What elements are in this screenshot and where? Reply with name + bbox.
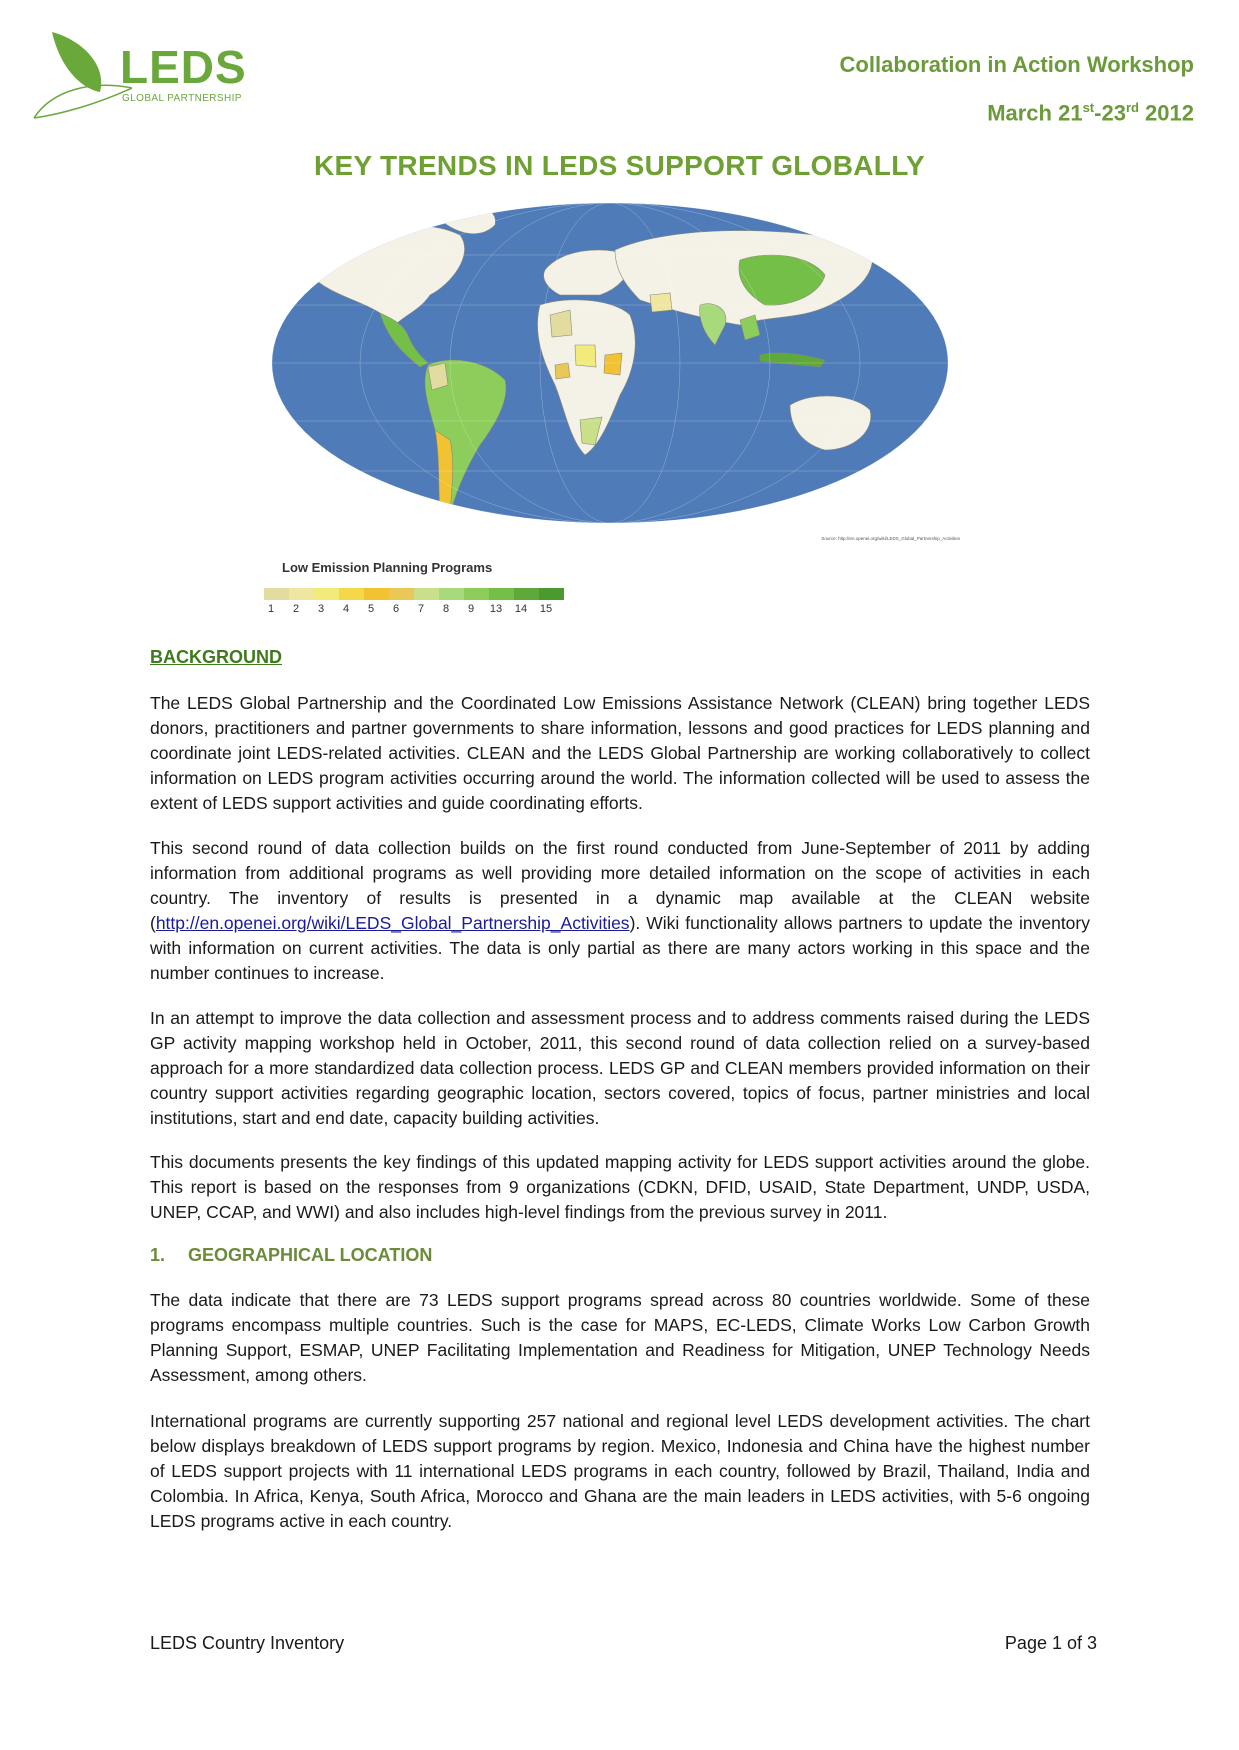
dates-sup-2: rd [1125,100,1139,115]
background-paragraph-4: This documents presents the key findings of this updated mapping activity for LEDS support activities around the globe. This report is based on the responses from 9 organizations (CDKN, DFID, USAID, State Department, UNDP, USDA, UNEP, CCAP, and WWI) and also includes high-level findings from the previous survey in 2011. [150,1152,1090,1222]
middle-east [650,293,672,312]
p2-text-before: This second round of data collection builds on the first round conducted from June-September of 2011 by adding information from additional programs as well providing more detailed information on the scope of activities in each country. The inventory of results is presented in a dynamic map available at the CLEAN website ( [150,838,1090,933]
world-map [270,195,970,550]
p2-text-after: ). Wiki functionality allows partners to update the inventory with information on current activities. The data is only partial as there are many actors working in this space and the number continues to increase. [150,913,1090,983]
section-number: 1. [150,1245,166,1265]
north-africa-1 [550,310,572,337]
footer-page-number: Page 1 of 3 [1004,1633,1097,1653]
legend-tick-label: 4 [342,603,350,615]
legend-swatch [464,588,489,600]
legend-tick-label: 14 [514,603,528,615]
geo-paragraph-1: The data indicate that there are 73 LEDS support programs spread across 80 countries worldwide. Some of these programs encompass multiple countries. Such is the case for MAPS, EC-LEDS, Climate Works Low Carbon Growth Planning Support, ESMAP, UNEP Facilitating Implementation and Readiness for Mitigation, UNEP Technology Needs Assessment, among others. [150,1290,1090,1385]
legend-tick-label: 3 [317,603,325,615]
kenya [604,353,622,375]
workshop-title: Collaboration in Action Workshop [839,52,1194,77]
section-title: GEOGRAPHICAL LOCATION [188,1245,433,1265]
legend-title: Low Emission Planning Programs [282,560,493,575]
dates-prefix: March 21 [987,100,1083,126]
legend-swatch [414,588,439,600]
workshop-dates [987,100,1194,126]
map-source-note: Source: http://en.openei.org/wiki/LEDS_Global_Partnership_Activities [821,536,960,541]
legend-swatch [314,588,339,600]
legend-tick-label: 5 [367,603,375,615]
legend-swatch [339,588,364,600]
legend-tick-label: 13 [489,603,503,615]
dates-sup-1: st [1082,100,1095,115]
background-paragraph-3: In an attempt to improve the data collection and assessment process and to address comments raised during the LEDS GP activity mapping workshop held in October, 2011, this second round of data collection relied on a survey-based approach for a more standardized data collection process. LEDS GP and CLEAN members provided information on their country support activities regarding geographic location, sectors covered, topics of focus, partner ministries and local institutions, start and end date, capacity building activities. [150,1008,1090,1128]
leds-logo [32,30,252,135]
legend-tick-label: 7 [417,603,425,615]
legend-swatch [364,588,389,600]
legend-swatch [439,588,464,600]
footer-document-name: LEDS Country Inventory [150,1633,345,1653]
central-africa [575,345,596,367]
page-title: KEY TRENDS IN LEDS SUPPORT GLOBALLY [313,150,926,181]
background-paragraph-1: The LEDS Global Partnership and the Coordinated Low Emissions Assistance Network (CLEAN) bring together LEDS donors, practitioners and partner governments to share information, lessons and good practices for LEDS planning and coordinate joint LEDS-related activities. CLEAN and the LEDS Global Partnership are working collaboratively to collect information on LEDS program activities occurring around the world. The information collected will be used to assess the extent of LEDS support activities and guide coordinating efforts. [150,693,1090,813]
legend-swatch [289,588,314,600]
legend-swatch [489,588,514,600]
legend-tick-label: 8 [442,603,450,615]
legend-swatch [389,588,414,600]
legend-tick-label: 6 [392,603,400,615]
legend-swatch [539,588,564,600]
legend-color-bar [264,588,564,600]
background-paragraph-2 [150,836,1090,986]
legend-swatch [514,588,539,600]
legend-tick-label: 9 [467,603,475,615]
legend-tick-label: 2 [292,603,300,615]
legend-tick-label: 15 [539,603,553,615]
dates-mid: -23 [1094,100,1126,126]
legend-ticks [262,603,562,615]
geographical-location-heading [150,1245,432,1266]
ghana [555,363,570,379]
dates-suffix: 2012 [1138,100,1194,126]
leaf-icon [32,30,132,130]
legend-tick-label: 1 [267,603,275,615]
logo-subtext: GLOBAL PARTNERSHIP [122,93,242,104]
geo-paragraph-2: International programs are currently supporting 257 national and regional level LEDS development activities. The chart below displays breakdown of LEDS support programs by region. Mexico, Indonesia and China have the highest number of LEDS support projects with 11 international LEDS programs in each country, followed by Brazil, Thailand, India and Colombia. In Africa, Kenya, South Africa, Morocco and Ghana are the main leaders in LEDS activities, with 5-6 ongoing LEDS programs active in each country. [150,1411,1090,1531]
logo-word: LEDS [120,41,247,93]
legend-swatch [264,588,289,600]
colombia [428,363,448,390]
clean-website-link[interactable]: http://en.openei.org/wiki/LEDS_Global_Partnership_Activities [155,913,630,933]
background-heading: BACKGROUND [150,647,282,667]
